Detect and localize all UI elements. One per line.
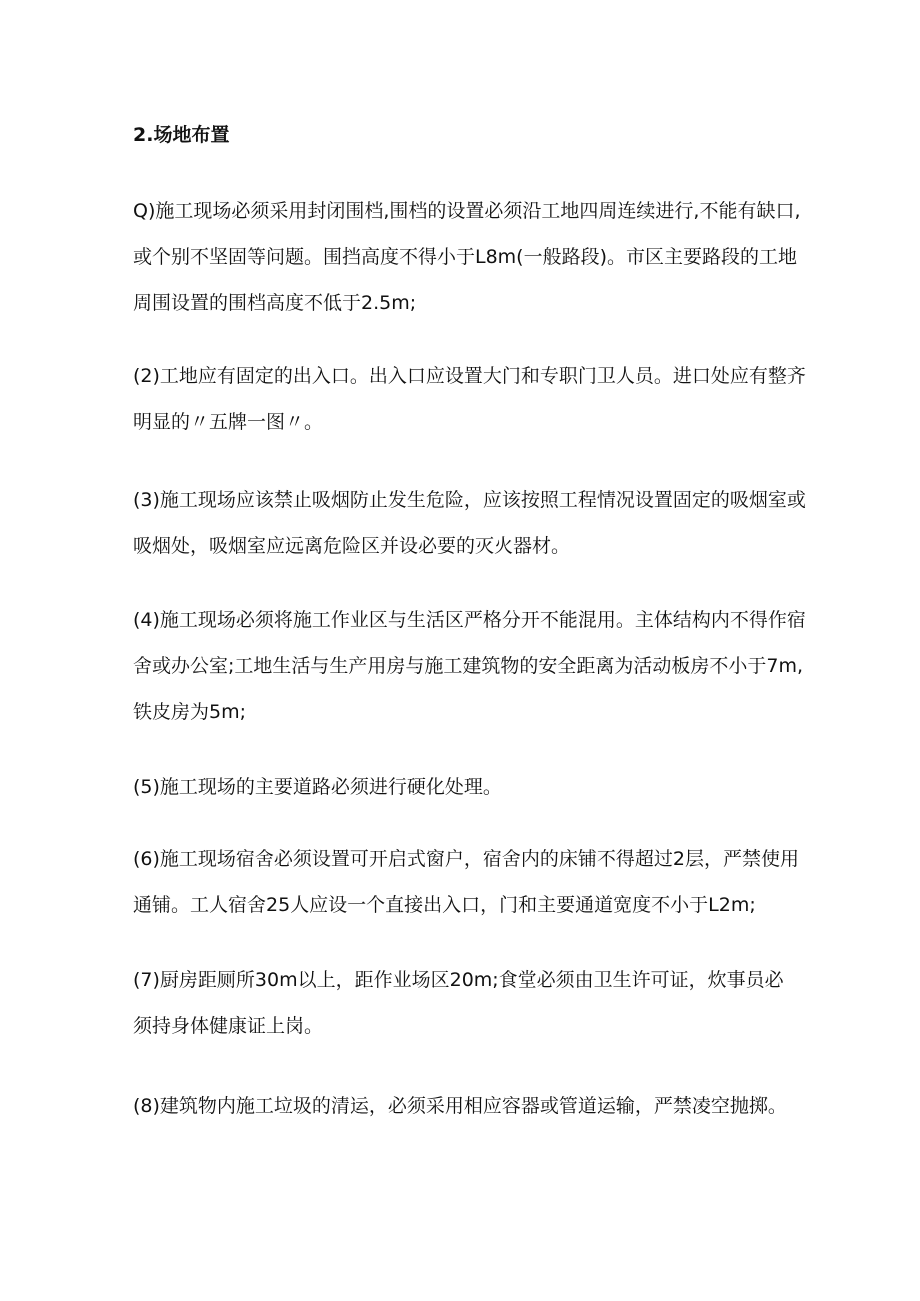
paragraph-line: (3)施工现场应该禁止吸烟防止发生危险，应该按照工程情况设置固定的吸烟室或 bbox=[133, 489, 806, 511]
paragraph-line: 铁皮房为5m; bbox=[133, 701, 246, 723]
paragraph-line: (7)厨房距厕所30m以上，距作业场区20m;食堂必须由卫生许可证，炊事员必 bbox=[133, 969, 784, 991]
paragraph-line: 须持身体健康证上岗。 bbox=[133, 1015, 324, 1037]
paragraph-4 bbox=[133, 605, 813, 743]
paragraph-2 bbox=[133, 361, 813, 453]
paragraph-line: (8)建筑物内施工垃圾的清运，必须采用相应容器或管道运输，严禁凌空抛掷。 bbox=[133, 1095, 787, 1117]
paragraph-5 bbox=[133, 772, 813, 818]
paragraph-line: (2)工地应有固定的出入口。出入口应设置大门和专职门卫人员。进口处应有整齐 bbox=[133, 365, 806, 387]
paragraph-line: 明显的〃五牌一图〃。 bbox=[133, 411, 324, 433]
paragraph-6 bbox=[133, 844, 813, 936]
paragraph-3 bbox=[133, 485, 813, 577]
paragraph-8 bbox=[133, 1091, 813, 1137]
section-heading: 2.场地布置 bbox=[133, 124, 230, 146]
paragraph-line: Q)施工现场必须采用封闭围档,围档的设置必须沿工地四周连续进行,不能有缺口, bbox=[133, 200, 801, 222]
paragraph-line: (6)施工现场宿舍必须设置可开启式窗户，宿舍内的床铺不得超过2层，严禁使用 bbox=[133, 848, 800, 870]
paragraph-line: 通铺。工人宿舍25人应设一个直接出入口，门和主要通道宽度不小于L2m; bbox=[133, 894, 756, 916]
paragraph-line: 周围设置的围档高度不低于2.5m; bbox=[133, 292, 417, 314]
paragraph-line: (5)施工现场的主要道路必须进行硬化处理。 bbox=[133, 776, 502, 798]
paragraph-7 bbox=[133, 965, 813, 1057]
paragraph-line: 或个别不坚固等问题。围挡高度不得小于L8m(一般路段)。市区主要路段的工地 bbox=[133, 246, 798, 268]
paragraph-line: 吸烟处，吸烟室应远离危险区并设必要的灭火器材。 bbox=[133, 535, 571, 557]
paragraph-line: 舍或办公室;工地生活与生产用房与施工建筑物的安全距离为活动板房不小于7m, bbox=[133, 655, 804, 677]
paragraph-1 bbox=[133, 196, 813, 334]
paragraph-line: (4)施工现场必须将施工作业区与生活区严格分开不能混用。主体结构内不得作宿 bbox=[133, 609, 806, 631]
